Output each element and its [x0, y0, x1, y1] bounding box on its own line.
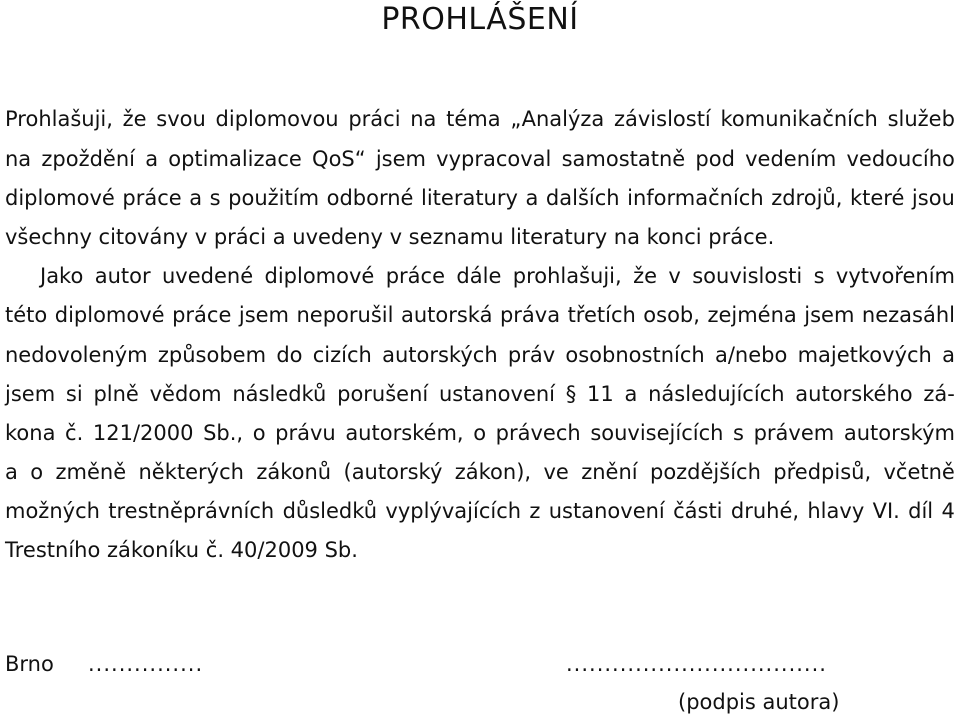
paragraph-line: Prohlašuji, že svou diplomovou práci na téma „Analýza závislostí komunikačních služeb: [5, 107, 955, 131]
paragraph-line: Trestního zákoníku č. 40/2009 Sb.: [5, 538, 358, 562]
paragraph-line: nedovoleným způsobem do cizích autorských práv osobnostních a/nebo majetkových a: [5, 343, 955, 367]
page-title: PROHLÁŠENÍ: [381, 2, 579, 37]
paragraph-line: všechny citovány v práci a uvedeny v seznamu literatury na konci práce.: [5, 225, 775, 249]
signature-place: Brno: [5, 652, 54, 676]
signature-line: ..................................: [566, 652, 827, 676]
paragraph-line: kona č. 121/2000 Sb., o právu autorském, o právech souvisejících s právem autorským: [5, 421, 955, 445]
paragraph-line: na zpoždění a optimalizace QoS“ jsem vypracoval samostatně pod vedením vedoucího: [5, 147, 955, 171]
paragraph-line: jsem si plně vědom následků porušení ustanovení § 11 a následujících autorského zá-: [5, 382, 955, 406]
paragraph-line: diplomové práce a s použitím odborné literatury a dalších informačních zdrojů, které jsou: [5, 186, 955, 210]
paragraph-line: a o změně některých zákonů (autorský zákon), ve znění pozdějších předpisů, včetně: [5, 460, 955, 484]
signature-date-line: ...............: [88, 652, 204, 676]
paragraph-line: této diplomové práce jsem neporušil autorská práva třetích osob, zejména jsem nezasáhl: [5, 303, 955, 327]
signature-caption: (podpis autora): [678, 690, 840, 714]
paragraph-line: možných trestněprávních důsledků vyplývajících z ustanovení části druhé, hlavy VI. díl 4: [5, 499, 955, 523]
paragraph-line: Jako autor uvedené diplomové práce dále prohlašuji, že v souvislosti s vytvořením: [40, 264, 955, 288]
